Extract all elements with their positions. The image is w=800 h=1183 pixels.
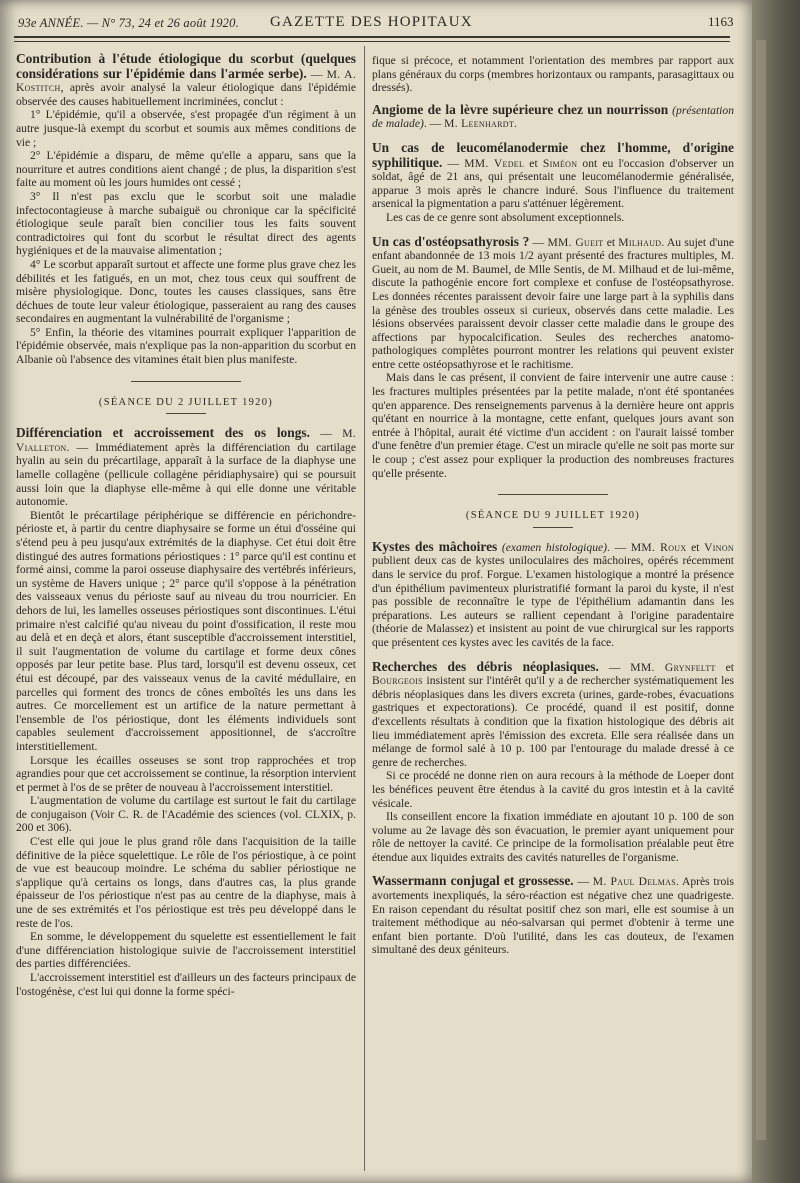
seance-rule — [533, 527, 573, 528]
binding-strip — [756, 40, 766, 1140]
header-rule — [14, 36, 730, 38]
article-author: Vinon — [704, 540, 734, 554]
header-rule-thin — [14, 41, 730, 42]
paragraph: Lorsque les écailles osseuses se sont trop rapprochées et trop agrandies pour que cet accroissement se continue, la résorption intervient et permet à l'os de se prêter de nouveau à l'accroissement interstitiel. — [16, 753, 356, 794]
article-title: Angiome de la lèvre supérieure chez un nourrisson — [372, 101, 669, 117]
article-subtitle: (examen histologique) — [501, 540, 608, 554]
article-text: . — Immédiatement après la différenciation du cartilage hyalin au sein du précartilage, apparaît à la surface de la diaphyse une lamelle collagène (pellicule collagène péridiaphysaire) qui se poursuit aussi loin que la diaphyse elle-même à qui elle donne une véritable autonomie. — [16, 440, 356, 509]
paragraph: Mais dans le cas présent, il convient de faire intervenir une autre cause : les fractures multiples présentées par la petite malade, n'ont été spontanées qu'en apparence. Des renseignements parvenus à la dernière heure ont appris qu'étant en nourrice à la montagne, cette enfant, quelques jours avant son entrée à l'hôpital, aurait été victime d'un accident : on l'aurait laissé tomber d'une fenêtre d'un premier étage. C'est un miracle qu'elle ne soit pas morte sur le coup ; c'est assez pour expliquer la production des nombreuses fractures qu'elle présente. — [372, 371, 734, 480]
seance-heading: (SÉANCE DU 2 JUILLET 1920) — [98, 396, 274, 408]
article-text: , après avoir analysé la valeur étiologique dans l'épidémie observée des causes habituellement incriminées, conclut : — [16, 81, 356, 108]
article-title: Contribution à l'étude étiologique du scorbut (quelques considérations sur l'épidémie dans l'armée serbe). — [16, 51, 356, 81]
issue-info: 93e ANNÉE. — N° 73, 24 et 26 août 1920. — [18, 16, 239, 30]
seance-rule — [166, 413, 206, 414]
article-title: Kystes des mâchoires — [372, 538, 498, 554]
article-intro: Différenciation et accroissement des os longs. — M. Vialleton. — Immédiatement après la différenciation du cartilage hyalin au sein du précartilage, apparaît à la surface de la diaphyse une lamelle collagène (pellicule collagène péridiaphysaire) qui se poursuit aussi loin que la diaphyse elle-même à qui elle donne une véritable autonomie. — [16, 425, 356, 509]
article-kystes — [372, 540, 734, 650]
paragraph: Si ce procédé ne donne rien on aura recours à la méthode de Loeper dont les bénéfices peuvent être étendus à la cavité du gros intestin et à la cavité vésicale. — [372, 769, 734, 810]
article-title: Wassermann conjugal et grossesse. — [372, 873, 574, 889]
article-text: . Après trois avortements inexpliqués, la séro-réaction est négative chez une quadrigeste. En raison cependant du résultat positif chez son mari, elle est soumise à un traitement méthodique au néo-salvarsan qui permet d'obtenir à terme une enfant bien portante. D'où l'utilité, dans les cas douteux, de l'examen simultané des deux géniteurs. — [372, 875, 735, 957]
paragraph: C'est elle qui joue le plus grand rôle dans l'acquisition de la taille définitive de la pièce squelettique. Le rôle de l'os périostique, à ce point de vue est beaucoup moindre. Le schéma du sablier périostique ne s'applique qu'à certains os longs, dans d'autres cas, la plus grande épaisseur de l'os périostique n'est pas au centre de la diaphyse, mais à une de ses extrémités et l'os périostique est très peu développé dans le reste de l'os. — [16, 835, 356, 930]
article-author: MM. Roux — [630, 540, 687, 554]
article-title: Différenciation et accroissement des os longs. — [16, 425, 310, 441]
left-column — [16, 52, 356, 1004]
article-text: . Au sujet d'une enfant abandonnée de 13 mois 1/2 ayant présenté des fractures multiples, M. Gueit, au nom de M. Baumel, de Mlle Sentis, de M. Milhaud et de lui-même, discute la pathogénie encore fort complexe et confuse de l'ostéopsathyrose. Les données récentes paraissent devoir faire une large part à la syphilis dans la génèse des troubles osseux si curieux, observés dans cette maladie. Les lésions observées paraissent devoir classer cette maladie dans le groupe des affections par hypocalcification. Seules des recherches anatomo-pathologiques complètes pourront montrer les relations qui peuvent exister entre cette ostéopsathyrose et le rachitisme. — [372, 235, 735, 371]
point-5: 5° Enfin, la théorie des vitamines pourrait expliquer l'apparition de l'épidémie observée, mais n'explique pas la non-apparition du scorbut en Albanie où l'absence des vitamines était bien plus manifeste. — [16, 325, 356, 367]
article-intro: Kystes des mâchoires (examen histologique). — MM. Roux et Vinon publient deux cas de kystes uniloculaires des mâchoires, opérés récemment dans le service du prof. Forgue. L'examen histologique a montré la présence d'un épithélium pavimenteux pluristratifié formant la paroi du kyste, il n'est pas possible de reconnaître le type de l'épithélium adamantin dans les préparations. Les auteurs se rallient cependant à l'origine paradentaire (théorie de Malassez) et insistent au point de vue chirurgical sur les rapports que présentent ces kystes avec les cavités de la face. — [372, 538, 734, 649]
journal-title: GAZETTE DES HOPITAUX — [270, 14, 473, 30]
article-osteopsathyrosis — [372, 235, 734, 481]
paragraph: L'accroissement interstitiel est d'ailleurs un des facteurs principaux de l'ostogénèse, c'est lui qui donne la forme spéci- — [16, 971, 356, 998]
article-author: Bourgeois — [372, 674, 423, 688]
section-separator — [131, 381, 241, 382]
page-edge-shadow — [752, 0, 800, 1183]
article-angiome — [372, 103, 734, 131]
article-intro: Un cas de leucomélanodermie chez l'homme, d'origine syphilitique. — MM. Vedel et Siméon ont eu l'occasion d'observer un soldat, âgé de 21 ans, qui présentait une leucomélanodermie généralisée, apparue 3 mois après le chancre induré. Sous l'influence du traitement arsenical la pigmentation a paru s'atténuer légèrement. — [372, 139, 735, 211]
article-author: MM. Gueit — [547, 235, 604, 249]
article-debris — [372, 660, 734, 865]
paragraph: L'augmentation de volume du cartilage est surtout le fait du cartilage de conjugaison (Voir C. R. de l'Académie des sciences (vol. CLXIX, p. 200 et 306). — [16, 794, 356, 835]
article-text: ont eu l'occasion d'observer un soldat, âgé de 21 ans, qui présentait une leucomélanodermie généralisée, apparue 3 mois après le chancre induré. Sous l'influence du traitement arsenical la pigmentation a paru s'atténuer légèrement. — [372, 156, 735, 211]
paragraph: Les cas de ce genre sont absolument exceptionnels. — [386, 210, 625, 224]
section-separator — [498, 494, 608, 495]
article-author: MM. Grynfeltt — [630, 660, 716, 674]
article-intro: Wassermann conjugal et grossesse. — M. Paul Delmas. Après trois avortements inexpliqués, la séro-réaction est négative chez une quadrigeste. En raison cependant du résultat positif chez son mari, elle est soumise à un traitement méthodique au néo-salvarsan qui permet d'obtenir à terme une enfant bien portante. D'où l'utilité, dans les cas douteux, de l'examen simultané des deux géniteurs. — [372, 873, 735, 957]
article-title: Un cas d'ostéopsathyrosis ? — [372, 233, 530, 249]
column-divider — [364, 46, 365, 1171]
article-scorbut — [16, 52, 356, 367]
article-leucomelanodermie — [372, 141, 734, 225]
paragraph: Bientôt le précartilage périphérique se différencie en périchondre-périoste et, à partir du centre diaphysaire se forme un étui d'osséine qui s'étend peu à peu jusqu'aux extrémités de la diaphyse. Cet étui doit être distingué des autres formations périostiques : 1° parce qu'il est continu et formé ainsi, comme la paroi osseuse diaphysaire des vertébrés inférieurs, un système de Havers unique ; 2° parce qu'il s'oppose à la pénétration des vaisseaux venus du périoste sauf au niveau du trou nourricier. En dehors de lui, les lamelles osseuses périostiques sont discontinues. L'étui primaire n'est calcifié qu'au niveau du point d'ossification, il reste mou au delà et en deçà et alors, étant susceptible d'accroissement interstitiel, il suit l'augmentation de volume du cartilage et forme deux cônes opposés par leur petite base. Plus tard, lorsqu'il est devenu osseux, cet étui est découpé, par des vaisseaux venus de la cavité médullaire, en parcelles qui forment des troncs de cônes emboîtés les uns dans les autres. Ce morcellement est un artifice de la nature permettant à l'ensemble de l'os périostique, dont les éléments individuels sont capables seulement d'accroissement appositionnel, de s'accroître interstitiellement. — [16, 508, 356, 753]
article-wassermann — [372, 874, 734, 957]
article-author: M. Vialleton — [16, 427, 356, 454]
continued-text: fique si précoce, et notamment l'orientation des membres par rapport aux plans généraux du corps (membres horizontaux ou rampants, parasagittaux ou dressés). — [372, 54, 734, 95]
article-os-longs — [16, 426, 356, 998]
point-3: 3° Il n'est pas exclu que le scorbut soit une maladie infectocontagieuse à marche subaiguë ou chronique car la spécificité étiologique seule paraît bien concilier tous les faits souvent contradictoires qui font du scorbut le résultat direct des agents hygiéniques et de la mauvaise alimentation ; — [16, 189, 356, 258]
article-intro: Contribution à l'étude étiologique du scorbut (quelques considérations sur l'épidémie dans l'armée serbe). — M. A. Kostitch, après avoir analysé la valeur étiologique dans l'épidémie observée des causes habituellement incriminées, conclut : — [16, 51, 357, 108]
paragraph: En somme, le développement du squelette est essentiellement le fait d'une différenciation histologique suivie de l'accroissement interstitiel des parties différenciées. — [16, 930, 356, 971]
article-intro: Angiome de la lèvre supérieure chez un nourrisson (présentation de malade). — M. Leenhardt. — [372, 101, 734, 131]
article-author: M. Leenhardt — [444, 117, 515, 131]
article-author: Siméon — [542, 156, 578, 170]
point-2: 2° L'épidémie a disparu, de même qu'elle a apparu, sans que la nourriture et autres conditions aient changé ; de plus, la disparition s'est faite au moment où les jours humides ont cessé ; — [16, 149, 356, 190]
right-column — [372, 54, 734, 963]
article-intro: Recherches des débris néoplasiques. — MM. Grynfeltt et Bourgeois insistent sur l'intérêt qu'il y a de rechercher systématiquement les débris néoplasiques dans les divers excreta (urines, garde-robes, évacuations gastriques et expectorations). Ce procédé, quand il est positif, donne d'excellents résultats à condition que la fixation histologique des débris ait lieu immédiatement après l'émission des excreta. Elle sera réalisée dans un mélange de formol salé à 10 p. 100 par l'entourage du malade dressé à ce genre de recherches. — [372, 658, 734, 769]
article-text: publient deux cas de kystes uniloculaires des mâchoires, opérés récemment dans le service du prof. Forgue. L'examen histologique a montré la présence d'un épithélium pavimenteux pluristratifié formant la paroi du kyste, il n'est pas possible de reconnaître le type de l'épithélium adamantin dans les préparations. Les auteurs se rallient cependant à l'origine paradentaire (théorie de Malassez) et insistent au point de vue chirurgical sur les rapports que présentent ces kystes avec les cavités de la face. — [372, 554, 734, 649]
article-author: Milhaud — [618, 235, 662, 249]
article-text: insistent sur l'intérêt qu'il y a de rechercher systématiquement les débris néoplasiques dans les divers excreta (urines, garde-robes, évacuations gastriques et expectorations). Ce procédé, quand il est positif, donne d'excellents résultats à condition que la fixation histologique des débris ait lieu immédiatement après l'émission des excreta. Elle sera réalisée dans un mélange de formol salé à 10 p. 100 par l'entourage du malade dressé à ce genre de recherches. — [372, 674, 734, 769]
seance-heading: (SÉANCE DU 9 JUILLET 1920) — [465, 510, 641, 522]
article-intro: Un cas d'ostéopsathyrosis ? — MM. Gueit et Milhaud. Au sujet d'une enfant abandonnée de 13 mois 1/2 ayant présenté des fractures multiples, M. Gueit, au nom de M. Baumel, de Mlle Sentis, de M. Milhaud et de lui-même, discute la pathogénie encore fort complexe et confuse de l'ostéopsathyrose. Les données récentes paraissent devoir faire une large part à la syphilis dans la génèse des troubles osseux si curieux, observés dans cette maladie. Les lésions observées paraissent devoir classer cette maladie dans le groupe des affections par hypocalcification. Seules des recherches anatomo-pathologiques complètes pourront montrer les relations qui peuvent exister entre cette ostéopsathyrose et le rachitisme. — [372, 233, 735, 371]
paragraph: Ils conseillent encore la fixation immédiate en ajoutant 10 p. 100 de son volume au 2e lavage dès son évacuation, le premier ayant uniquement pour rôle de nettoyer la cavité. Ce principe de la formolisation préalable peut être étendue aux liquides extraits des cavités naturelles de l'organisme. — [372, 810, 734, 864]
article-title: Recherches des débris néoplasiques. — [372, 658, 599, 674]
article-author: M. A. Kostitch — [16, 67, 357, 95]
article-author: M. Paul Delmas — [592, 875, 676, 889]
point-4: 4° Le scorbut apparaît surtout et affecte une forme plus grave chez les débilités et les fatigués, en un mot, chez tous ceux qui souffrent de misère physiologique. Donc, toutes les causes classiques, sans être déchues de toute leur valeur étiologique, passeraient au rang des causes secondaires en augmentant la vulnérabilité de l'organisme ; — [16, 257, 356, 326]
point-1: 1° L'épidémie, qu'il a observée, s'est propagée d'un régiment à un autre jusque-là exempt du scorbut et soumis aux mêmes conditions de vie ; — [16, 108, 356, 149]
article-subtitle: (présentation de malade) — [372, 103, 734, 131]
article-title: Un cas de leucomélanodermie chez l'homme, d'origine syphilitique. — [372, 139, 734, 170]
page-header — [18, 10, 738, 34]
page-number: 1163 — [708, 14, 734, 29]
article-author: MM. Vedel — [464, 156, 525, 170]
